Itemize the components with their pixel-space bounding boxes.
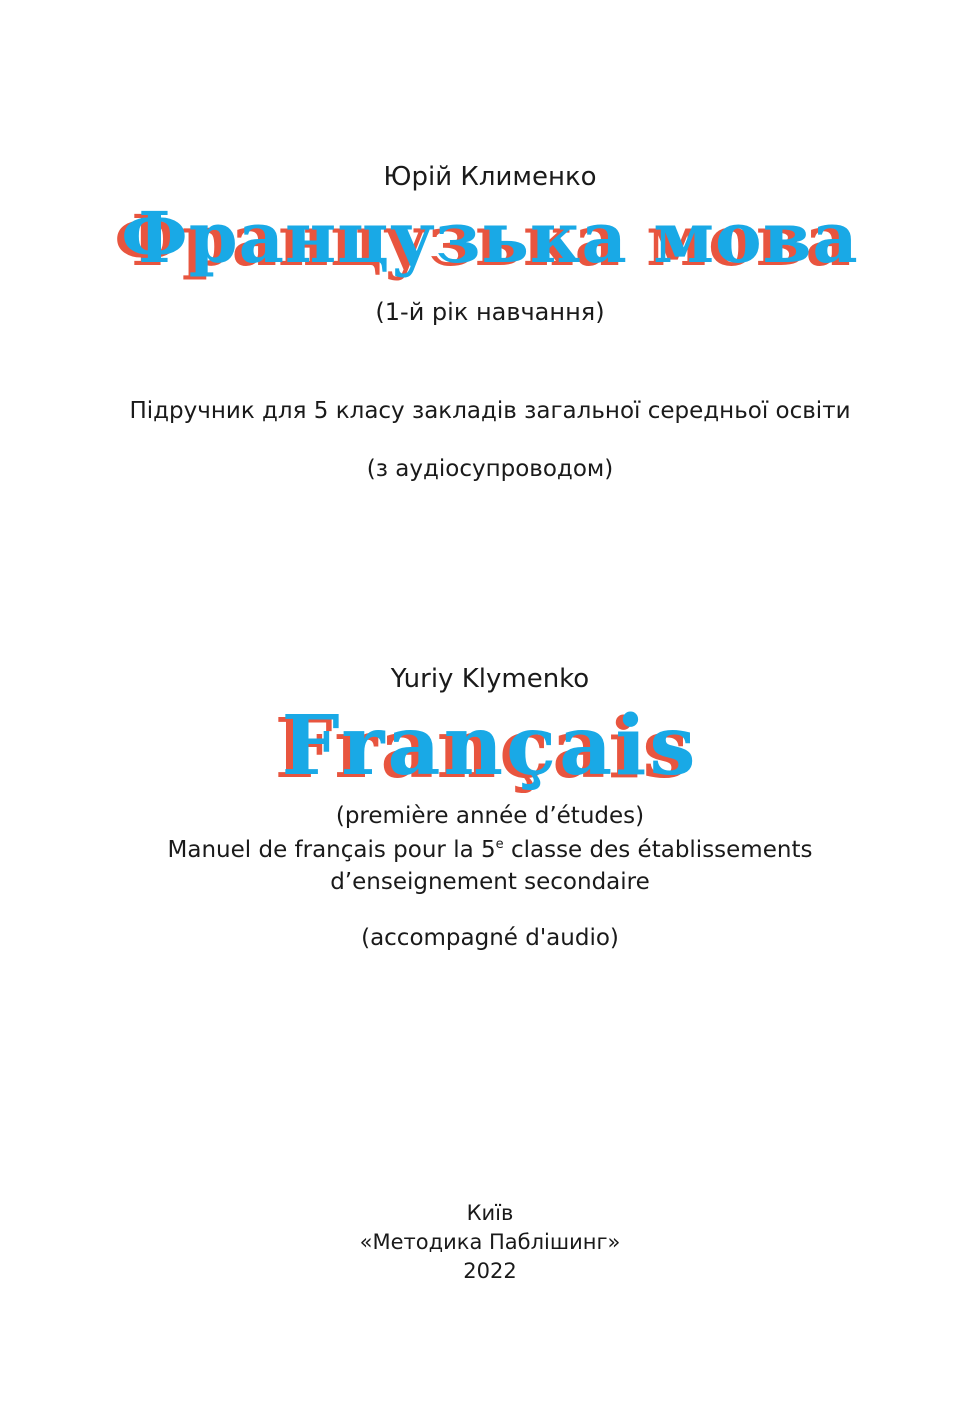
ordinal-superscript: e (495, 837, 504, 852)
audio-note-ukrainian: (з аудіосупроводом) (366, 456, 614, 482)
manual-description-prefix: Manuel de français pour la 5 (167, 837, 496, 863)
book-title-ukrainian: Французька мова (121, 196, 859, 279)
imprint-city: Київ (466, 1201, 514, 1225)
manual-description-french-line2: d’enseignement secondaire (330, 869, 650, 895)
textbook-description-ukrainian: Підручник для 5 класу закладів загальної середньої освіти (129, 398, 851, 424)
author-french: Yuriy Klymenko (390, 664, 590, 694)
manual-description-french (0, 837, 980, 863)
author-ukrainian: Юрій Клименко (383, 162, 597, 192)
book-title-french: Français (281, 698, 699, 794)
manual-description-suffix: classe des établissements (503, 837, 813, 863)
audio-note-french: (accompagné d'audio) (361, 925, 619, 951)
imprint-publisher: «Методика Паблішинг» (359, 1230, 621, 1254)
imprint-year: 2022 (463, 1259, 517, 1283)
year-of-study-ukrainian: (1-й рік навчання) (375, 298, 605, 326)
year-of-study-french: (première année d’études) (335, 803, 645, 829)
